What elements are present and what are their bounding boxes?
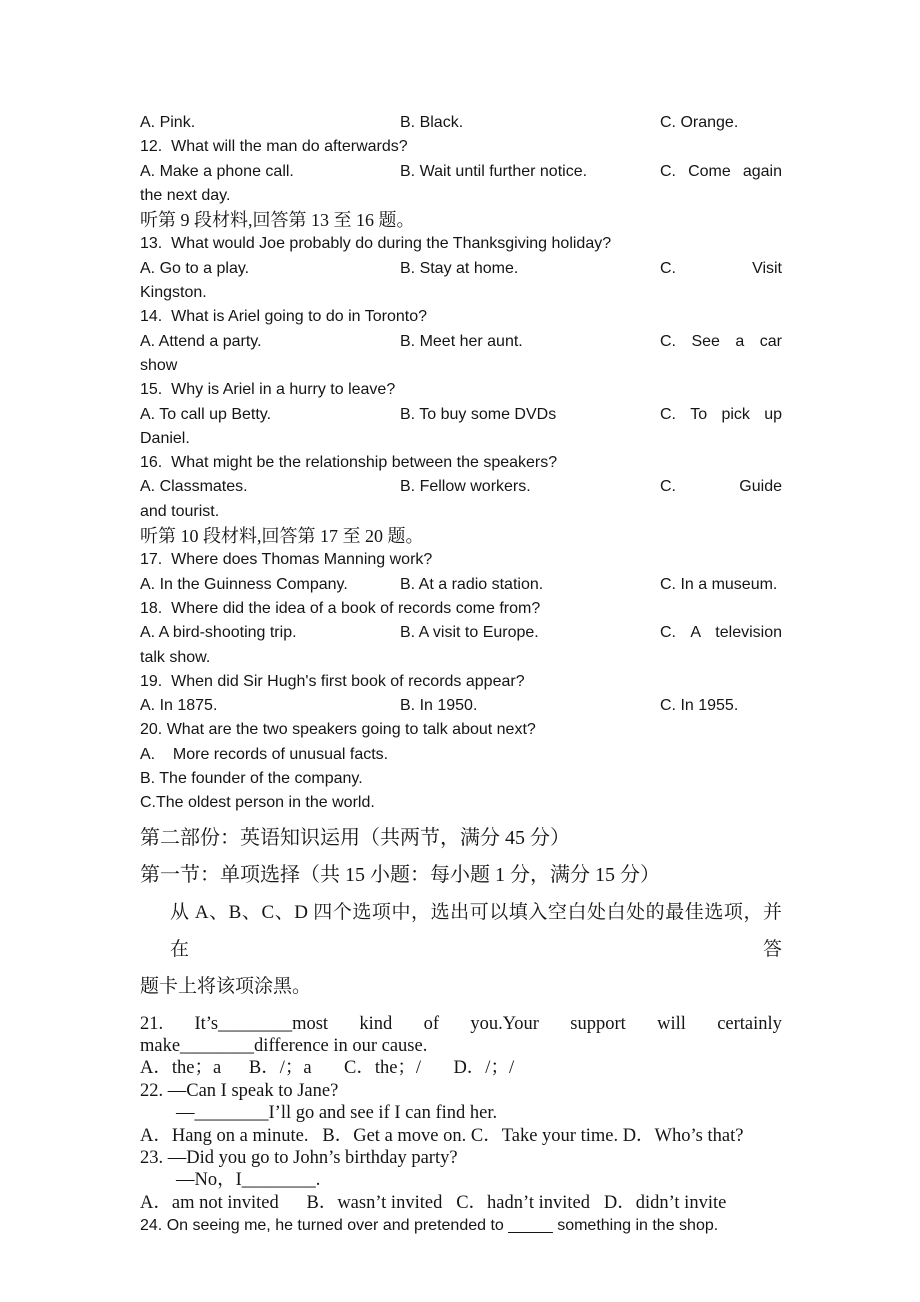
q22-reply: —________I’ll go and see if I can find her. xyxy=(176,1103,498,1124)
q12-options-row xyxy=(140,160,782,184)
part2-instruction-line1: 从 A、B、C、D 四个选项中，选出可以填入空白处白处的最佳选项，并在答 xyxy=(170,901,782,960)
q19-options-row xyxy=(140,694,782,718)
grammar-section xyxy=(140,1013,782,1239)
q24-question: 24. On seeing me, he turned over and pretended to _____ something in the shop. xyxy=(140,1217,719,1235)
q12-option-c: C. Come again xyxy=(660,162,782,180)
q14-option-c: C. See a car xyxy=(660,332,782,350)
part2-heading: 第二部份：英语知识运用（共两节，满分 45 分） xyxy=(140,826,570,849)
q15-option-c: C. To pick up xyxy=(660,405,782,423)
section-10-instruction: 听第 10 段材料,回答第 17 至 20 题。 xyxy=(140,526,424,547)
q13-option-b: B. Stay at home. xyxy=(400,259,519,277)
q20-option-a: A. More records of unusual facts. xyxy=(140,745,389,763)
q19-option-a: A. In 1875. xyxy=(140,697,218,715)
q23-options: A．am not invited B．wasn’t invited C．hadn’t invited D．didn’t invite xyxy=(140,1192,727,1213)
q23-reply: —No，I________. xyxy=(176,1170,321,1191)
q21-options: A．the；a B．/；a C．the；/ D．/；/ xyxy=(140,1058,515,1079)
q17-options-row xyxy=(140,573,782,597)
q21-question-line1: 21. It’s________most kind of you.Your support will certainly xyxy=(140,1013,782,1034)
q17-option-a: A. In the Guinness Company. xyxy=(140,575,348,593)
q12-option-b: B. Wait until further notice. xyxy=(400,162,588,180)
q22-question: 22. —Can I speak to Jane? xyxy=(140,1080,339,1101)
q16-option-c-continuation: and tourist. xyxy=(140,502,220,520)
q20-option-c: C.The oldest person in the world. xyxy=(140,794,375,812)
q16-options-row xyxy=(140,475,782,499)
q16-option-b: B. Fellow workers. xyxy=(400,478,531,496)
q13-option-c-continuation: Kingston. xyxy=(140,284,207,302)
q22-options: A．Hang on a minute. B．Get a move on. C．Take your time. D．Who’s that? xyxy=(140,1125,744,1146)
q18-options-row xyxy=(140,621,782,645)
q11-option-c: C. Orange. xyxy=(660,114,739,131)
q14-question: 14. What is Ariel going to do in Toronto? xyxy=(140,308,427,326)
q19-question: 19. When did Sir Hugh's first book of records appear? xyxy=(140,672,525,690)
q17-option-b: B. At a radio station. xyxy=(400,575,544,593)
q17-question: 17. Where does Thomas Manning work? xyxy=(140,551,433,569)
q11-option-b: B. Black. xyxy=(400,114,464,131)
q18-option-c-continuation: talk show. xyxy=(140,648,211,666)
q16-question: 16. What might be the relationship between the speakers? xyxy=(140,454,558,472)
q16-option-c: C. Guide xyxy=(660,478,782,496)
q19-option-c: C. In 1955. xyxy=(660,697,739,715)
section-9-instruction: 听第 9 段材料,回答第 13 至 16 题。 xyxy=(140,210,415,231)
q15-option-b: B. To buy some DVDs xyxy=(400,405,557,423)
q18-option-a: A. A bird-shooting trip. xyxy=(140,624,297,642)
q14-option-a: A. Attend a party. xyxy=(140,332,262,350)
q20-question: 20. What are the two speakers going to talk about next? xyxy=(140,721,536,739)
q20-option-b: B. The founder of the company. xyxy=(140,770,363,788)
q15-options-row xyxy=(140,403,782,427)
q11-options-row xyxy=(140,111,782,135)
q14-options-row xyxy=(140,330,782,354)
text-content xyxy=(140,111,782,1238)
listening-section xyxy=(140,111,782,816)
q12-option-c-continuation: the next day. xyxy=(140,186,231,204)
q18-option-b: B. A visit to Europe. xyxy=(400,624,539,642)
q14-option-b: B. Meet her aunt. xyxy=(400,332,523,350)
q23-question: 23. —Did you go to John’s birthday party? xyxy=(140,1148,458,1169)
q15-option-c-continuation: Daniel. xyxy=(140,429,190,447)
q15-question: 15. Why is Ariel in a hurry to leave? xyxy=(140,381,396,399)
q18-question: 18. Where did the idea of a book of records come from? xyxy=(140,599,541,617)
q13-options-row xyxy=(140,257,782,281)
part2-section1-heading: 第一节：单项选择（共 15 小题：每小题 1 分，满分 15 分） xyxy=(140,863,660,886)
part2-section xyxy=(140,820,782,1005)
q15-option-a: A. To call up Betty. xyxy=(140,405,272,423)
q18-option-c: C. A television xyxy=(660,624,782,642)
q13-question: 13. What would Joe probably do during the Thanksgiving holiday? xyxy=(140,235,612,253)
q11-option-a: A. Pink. xyxy=(140,114,196,131)
q21-question-line2: make________difference in our cause. xyxy=(140,1036,428,1057)
q13-option-c: C. Visit xyxy=(660,259,782,277)
q17-option-c: C. In a museum. xyxy=(660,575,778,593)
q16-option-a: A. Classmates. xyxy=(140,478,248,496)
q12-question: 12. What will the man do afterwards? xyxy=(140,138,408,156)
part2-instruction-line2: 题卡上将该项涂黑。 xyxy=(140,975,312,997)
q19-option-b: B. In 1950. xyxy=(400,697,478,715)
q13-option-a: A. Go to a play. xyxy=(140,259,250,277)
q14-option-c-continuation: show xyxy=(140,356,178,374)
q12-option-a: A. Make a phone call. xyxy=(140,162,294,180)
